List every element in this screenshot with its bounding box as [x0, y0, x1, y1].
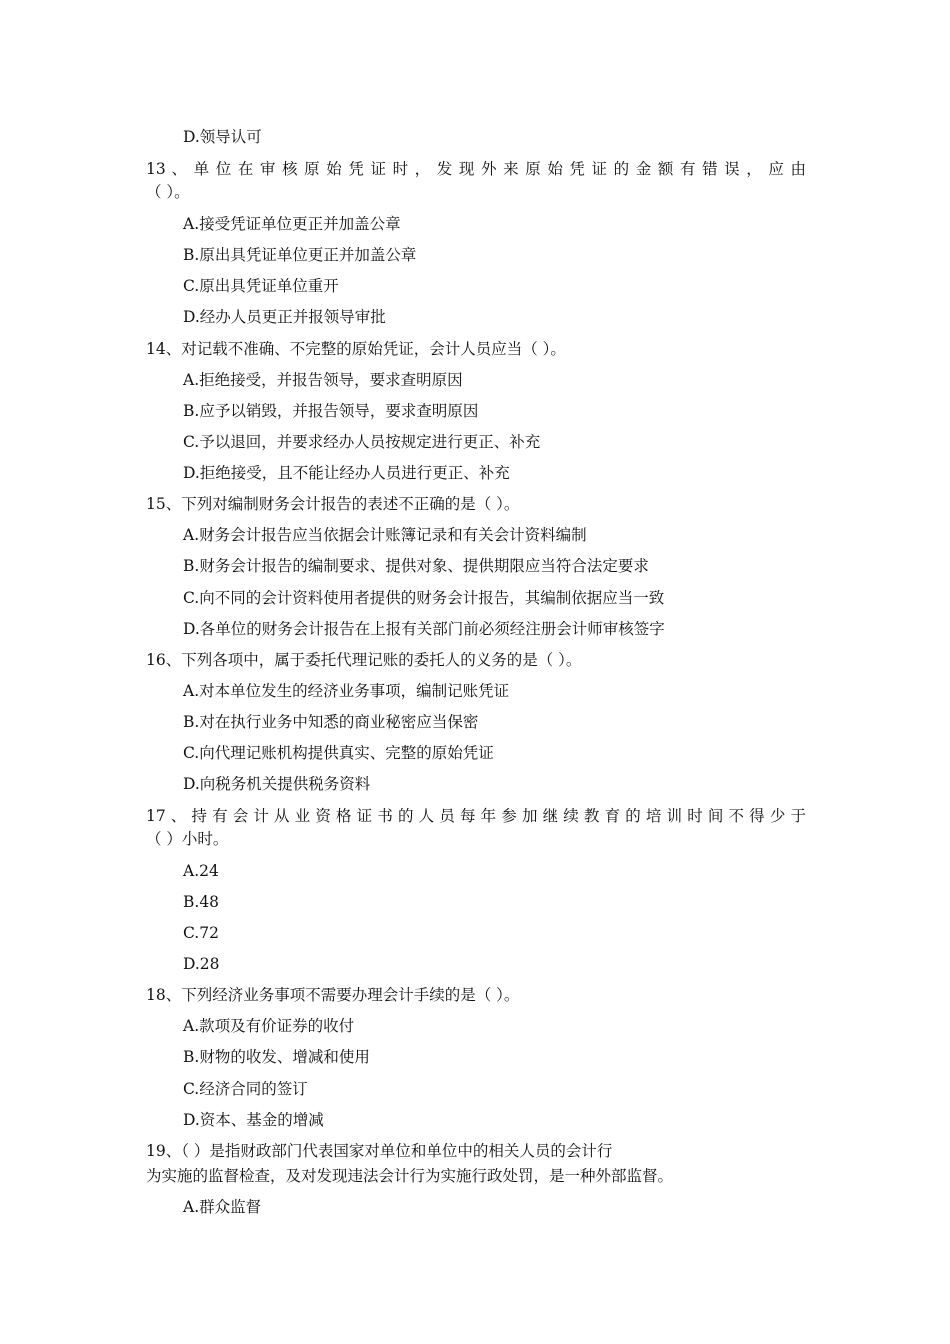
q13-option-d: D.经办人员更正并报领导审批 [183, 308, 386, 326]
q17-option-c: C.72 [183, 924, 219, 942]
q17-option-a: A.24 [183, 862, 219, 880]
q16-option-b: B.对在执行业务中知悉的商业秘密应当保密 [183, 713, 479, 731]
q16-stem: 16、下列各项中，属于委托代理记账的委托人的义务的是（ ）。 [146, 651, 582, 669]
q13-stem-line1: 13 、 单 位 在 审 核 原 始 凭 证 时 ， 发 现 外 来 原 始 凭 证 的 金 额 有 错 误 ， 应 由 [146, 160, 806, 178]
q18-option-a: A.款项及有价证券的收付 [183, 1017, 355, 1035]
q17-stem-line2: （ ）小时。 [146, 830, 229, 848]
q15-option-b: B.财务会计报告的编制要求、提供对象、提供期限应当符合法定要求 [183, 557, 649, 575]
q18-option-c: C.经济合同的签订 [183, 1080, 308, 1098]
q19-stem-line2: 为实施的监督检查，及对发现违法会计行为实施行政处罚，是一种外部监督。 [146, 1167, 674, 1185]
q19-stem-line1: 19、（ ）是指财政部门代表国家对单位和单位中的相关人员的会计行 [146, 1142, 613, 1160]
q12-option-d: D.领导认可 [183, 128, 262, 146]
q15-option-d: D.各单位的财务会计报告在上报有关部门前必须经注册会计师审核签字 [183, 620, 665, 638]
q15-stem: 15、下列对编制财务会计报告的表述不正确的是（ ）。 [146, 495, 520, 513]
q14-stem: 14、对记载不准确、不完整的原始凭证，会计人员应当（ ）。 [146, 340, 566, 358]
q14-option-d: D.拒绝接受，且不能让经办人员进行更正、补充 [183, 464, 510, 482]
q16-option-c: C.向代理记账机构提供真实、完整的原始凭证 [183, 744, 494, 762]
q17-option-b: B.48 [183, 893, 220, 911]
q15-option-c: C.向不同的会计资料使用者提供的财务会计报告，其编制依据应当一致 [183, 589, 665, 607]
q19-option-a: A.群众监督 [183, 1198, 262, 1216]
q15-option-a: A.财务会计报告应当依据会计账簿记录和有关会计资料编制 [183, 526, 587, 544]
q18-option-b: B.财物的收发、增减和使用 [183, 1048, 370, 1066]
q18-option-d: D.资本、基金的增减 [183, 1111, 324, 1129]
q13-option-c: C.原出具凭证单位重开 [183, 277, 339, 295]
q13-option-b: B.原出具凭证单位更正并加盖公章 [183, 246, 417, 264]
q13-option-a: A.接受凭证单位更正并加盖公章 [183, 215, 401, 233]
q18-stem: 18、下列经济业务事项不需要办理会计手续的是（ ）。 [146, 986, 520, 1004]
q14-option-c: C.予以退回，并要求经办人员按规定进行更正、补充 [183, 433, 541, 451]
q17-stem-line1: 17 、 持 有 会 计 从 业 资 格 证 书 的 人 员 每 年 参 加 继 续 教 育 的 培 训 时 间 不 得 少 于 [146, 807, 806, 825]
q17-option-d: D.28 [183, 955, 220, 973]
q16-option-a: A.对本单位发生的经济业务事项，编制记账凭证 [183, 682, 510, 700]
q14-option-b: B.应予以销毁，并报告领导，要求查明原因 [183, 402, 479, 420]
q14-option-a: A.拒绝接受，并报告领导，要求查明原因 [183, 371, 463, 389]
q16-option-d: D.向税务机关提供税务资料 [183, 775, 371, 793]
q13-stem-line2: （ ）。 [146, 183, 190, 201]
